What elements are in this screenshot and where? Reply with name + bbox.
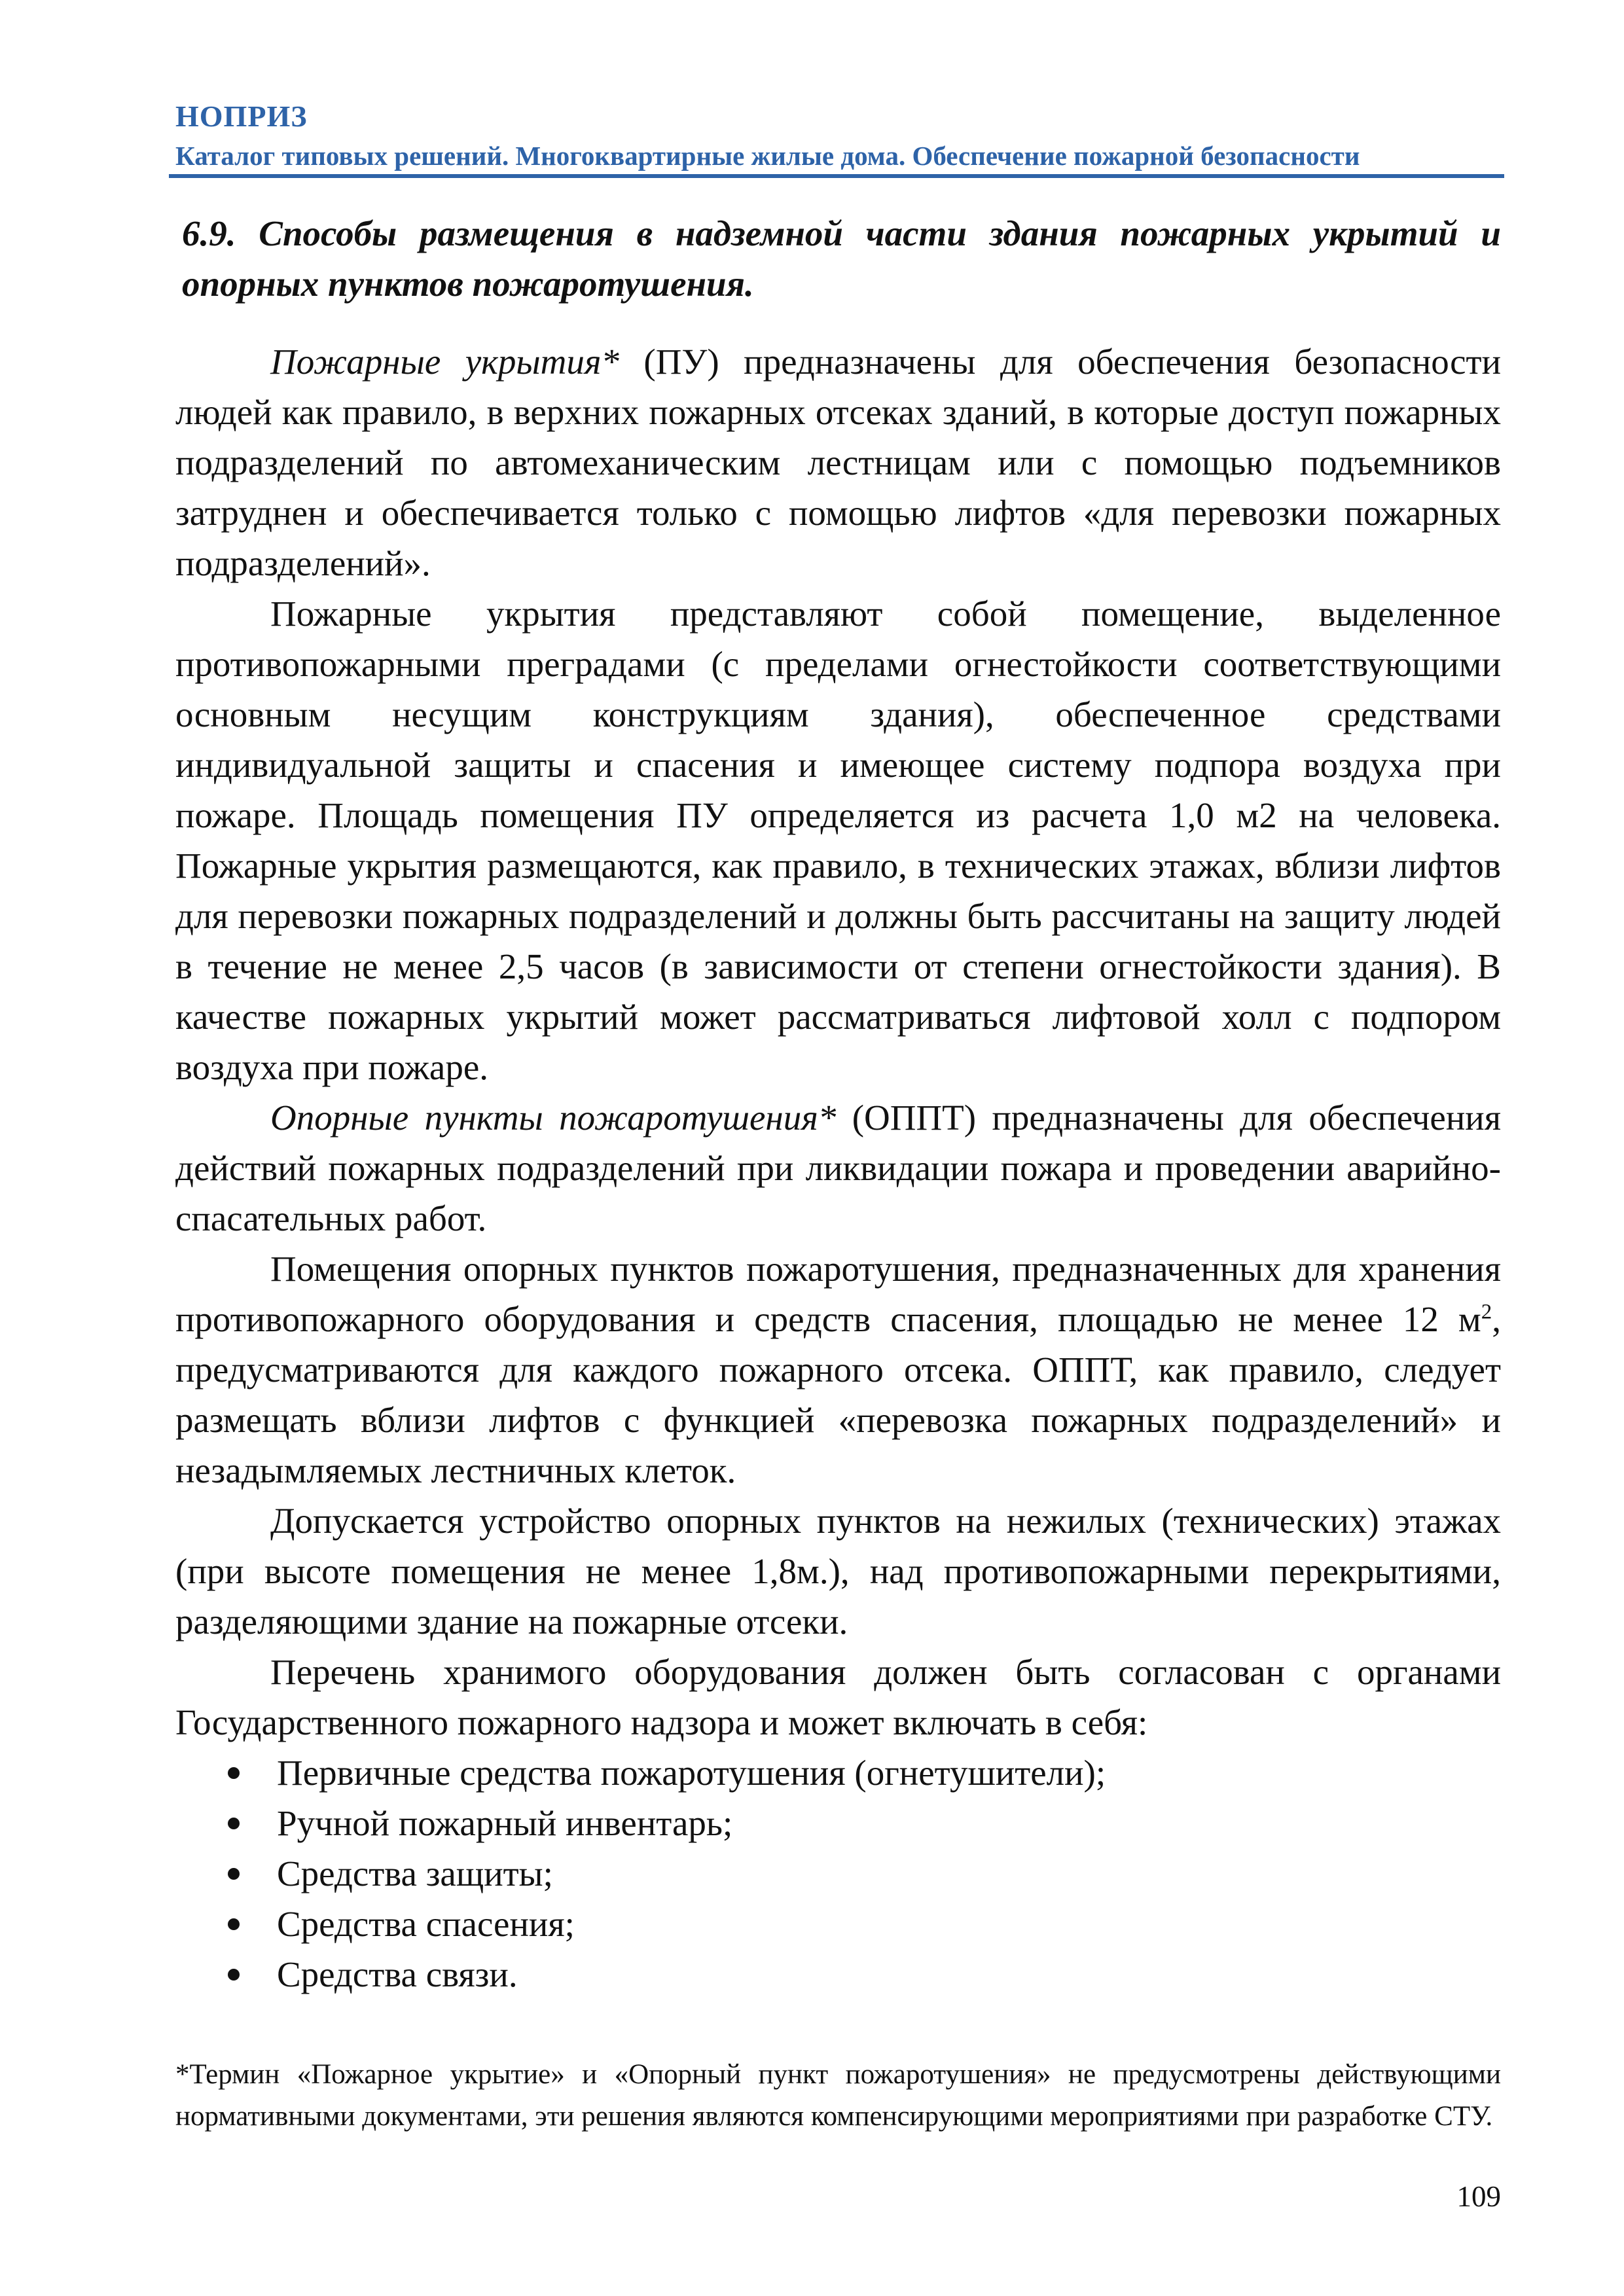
bullet-icon [228, 1918, 240, 1930]
list-item [175, 1798, 1501, 1848]
bullet-icon [228, 1767, 240, 1779]
page-number: 109 [1456, 2180, 1501, 2213]
bullet-icon [228, 1868, 240, 1880]
equipment-list [175, 1748, 1501, 2000]
page-header [175, 97, 1507, 175]
paragraph-text: Допускается устройство опорных пунктов на нежилых (технических) этажах (при высоте помещения не менее 1,8м.), над противопожарными перекрытиями, разделяющими здание на пожарные отсеки. [175, 1501, 1501, 1641]
list-item-text: Первичные средства пожаротушения (огнетушители); [277, 1753, 1106, 1793]
list-item-text: Ручной пожарный инвентарь; [277, 1803, 733, 1843]
paragraph-text: Перечень хранимого оборудования должен быть согласован с органами Государственного пожарного надзора и может включать в себя: [175, 1652, 1501, 1742]
organization-name: НОПРИЗ [175, 99, 308, 133]
paragraph-text: (ПУ) предназначены для обеспечения безопасности людей как правило, в верхних пожарных отсеках зданий, в которые доступ пожарных подразделений по автомеханическим лестницам или с помощью подъемников затруднен и обеспечивается только с помощью лифтов «для перевозки пожарных подразделений». [175, 342, 1502, 583]
paragraph-allowed-placement [175, 1496, 1501, 1647]
list-item [175, 1848, 1501, 1899]
term-fire-shelters: Пожарные укрытия* [270, 342, 619, 382]
list-item-text: Средства защиты; [277, 1854, 553, 1893]
bullet-icon [228, 1969, 240, 1981]
paragraph-text: , предусматриваются для каждого пожарного отсека. ОППТ, как правило, следует размещать вблизи лифтов с функцией «перевозка пожарных подразделений» и незадымляемых лестничных клеток. [175, 1299, 1501, 1490]
bullet-icon [228, 1818, 240, 1829]
list-item [175, 1949, 1501, 2000]
paragraph-text: (ОППТ) предназначены для обеспечения действий пожарных подразделений при ликвидации пожара и проведении аварийно-спасательных работ. [175, 1098, 1501, 1238]
paragraph-shelter-description [175, 588, 1501, 1092]
paragraph-equipment-list-intro [175, 1647, 1501, 1748]
paragraph-text: Пожарные укрытия представляют собой помещение, выделенное противопожарными преградами (с пределами огнестойкости соответствующими основным несущим конструкциям здания), обеспеченное средствами индивидуальной защиты и спасения и имеющее систему подпора воздуха при пожаре. Площадь помещения ПУ определяется из расчета 1,0 м2 на человека. Пожарные укрытия размещаются, как правило, в технических этажах, вблизи лифтов для перевозки пожарных подразделений и должны быть рассчитаны на защиту людей в течение не менее 2,5 часов (в зависимости от степени огнестойкости здания). В качестве пожарных укрытий может рассматриваться лифтовой холл с подпором воздуха при пожаре. [175, 594, 1501, 1087]
paragraph-support-rooms [175, 1244, 1501, 1496]
section-heading: 6.9. Способы размещения в надземной части здания пожарных укрытий и опорных пунктов пожаротушения. [182, 213, 1501, 304]
paragraph-text: Помещения опорных пунктов пожаротушения, предназначенных для хранения противопожарного оборудования и средств спасения, площадью не менее 12 м [175, 1249, 1501, 1339]
list-item [175, 1899, 1501, 1949]
list-item [175, 1748, 1501, 1798]
list-item-text: Средства связи. [277, 1954, 518, 1994]
footnote: *Термин «Пожарное укрытие» и «Опорный пункт пожаротушения» не предусмотрены действующими нормативными документами, эти решения являются компенсирующими мероприятиями при разработке СТУ. [175, 2059, 1501, 2132]
term-support-points: Опорные пункты пожаротушения* [270, 1098, 837, 1138]
superscript: 2 [1481, 1300, 1492, 1324]
paragraph-support-points [175, 1092, 1501, 1244]
header-divider [169, 174, 1504, 178]
catalog-title: Каталог типовых решений. Многоквартирные жилые дома. Обеспечение пожарной безопасности [175, 141, 1360, 171]
list-item-text: Средства спасения; [277, 1904, 575, 1944]
paragraph-fire-shelters [175, 336, 1501, 588]
main-content [175, 208, 1501, 2000]
